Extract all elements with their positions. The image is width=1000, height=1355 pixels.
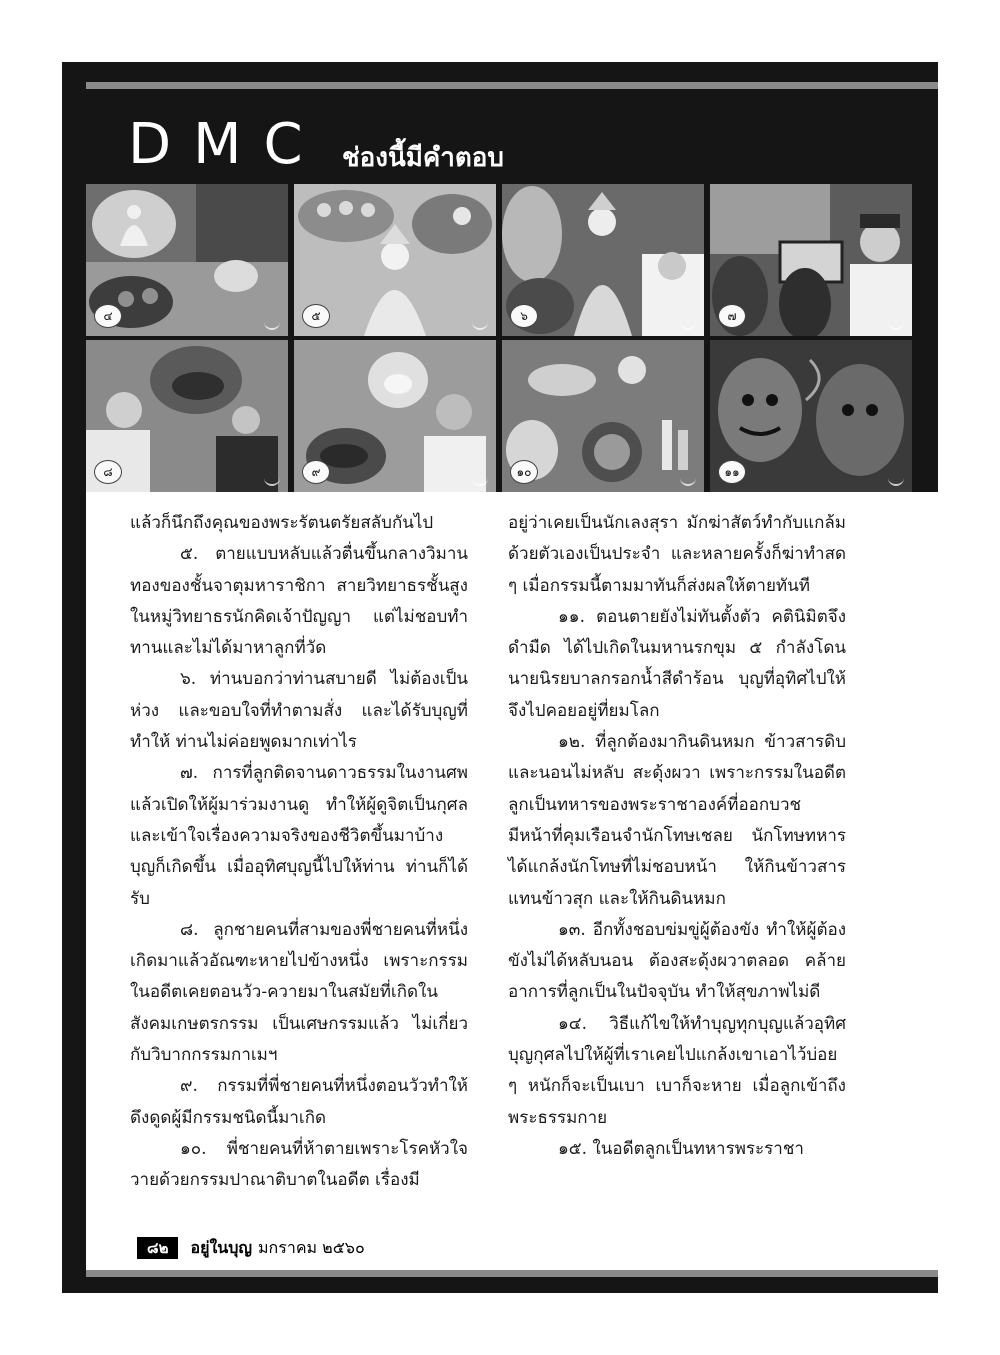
paragraph: ๖. ท่านบอกว่าท่านสบายดี ไม่ต้องเป็นห่วง และขอบใจที่ทำตามสั่ง และได้รับบุญที่ทำให้ ท่านไม่ค่อยพูดมากเท่าไร <box>130 669 468 753</box>
top-divider <box>86 82 938 89</box>
paragraph: ๕. ตายแบบหลับแล้วตื่นขึ้นกลางวิมานทองของชั้นจาตุมหาราชิกา สายวิทยาธรชั้นสูงในหมู่วิทยาธรนักคิดเจ้าปัญญา แต่ไม่ชอบทำทานและไม่ได้มาหาลูกที่วัด <box>130 544 468 659</box>
bottom-divider <box>86 1270 938 1277</box>
illustration-number: ๑๐ <box>510 460 538 484</box>
paragraph: ๑๓. อีกทั้งชอบข่มขู่ผู้ต้องขัง ทำให้ผู้ต้องขังไม่ได้หลับนอน ต้องสะดุ้งผวาตลอด คล้ายอาการที่ลูกเป็นในปัจจุบัน ทำให้สุขภาพไม่ดี <box>508 919 846 1003</box>
paragraph: อยู่ว่าเคยเป็นนักเลงสุรา มักฆ่าสัตว์ทำกับแกล้มด้วยตัวเองเป็นประจำ และหลายครั้งก็ฆ่าทำสด ๆ เมื่อกรรมนี้ตามมาทันก็ส่งผลให้ตายทันที <box>508 513 846 596</box>
illustration-number: ๑๑ <box>718 460 746 484</box>
illustration-8 <box>86 340 288 492</box>
paragraph: ๙. กรรมที่พี่ชายคนที่หนึ่งตอนวัวทำให้ดึงดูดผู้มีกรรมชนิดนี้มาเกิด <box>130 1076 468 1128</box>
paragraph: ๑๑. ตอนตายยังไม่ทันตั้งตัว คตินิมิตจึงดำมืด ได้ไปเกิดในมหานรกขุม ๕ กำลังโดนนายนิรยบาลกรอกน้ำสีดำร้อน บุญที่อุทิศไปให้จึงไปคอยอยู่ที่ยมโลก <box>508 606 846 721</box>
paragraph: แล้วก็นึกถึงคุณของพระรัตนตรัยสลับกันไป <box>130 513 434 533</box>
illustration-grid <box>86 184 914 492</box>
illustration-number: ๙ <box>302 460 330 484</box>
paragraph: ๑๔. วิธีแก้ไขให้ทำบุญทุกบุญแล้วอุทิศบุญกุศลไปให้ผู้ที่เราเคยไปแกล้งเขาเอาไว้บ่อย ๆ หนักก็จะเป็นเบา เบาก็จะหาย เมื่อลูกเข้าถึงพระธรรมกาย <box>508 1013 846 1128</box>
illustration-number: ๘ <box>94 460 122 484</box>
paragraph: ๗. การที่ลูกติดจานดาวธรรมในงานศพแล้วเปิดให้ผู้มาร่วมงานดู ทำให้ผู้ดูจิตเป็นกุศลและเข้าใจเรื่องความจริงของชีวิตขึ้นมาบ้าง บุญก็เกิดขึ้น เมื่ออุทิศบุญนี้ไปให้ท่าน ท่านก็ได้รับ <box>130 763 468 909</box>
illustration-5 <box>294 184 496 336</box>
illustration-4 <box>86 184 288 336</box>
paragraph: ๘. ลูกชายคนที่สามของพี่ชายคนที่หนึ่งเกิดมาแล้วอัณฑะหายไปข้างหนึ่ง เพราะกรรมในอดีตเคยตอนวัว-ควายมาในสมัยที่เกิดในสังคมเกษตรกรรม เป็นเศษกรรมแล้ว ไม่เกี่ยวกับวิบากกรรมกาเมฯ <box>130 919 468 1066</box>
illustration-6 <box>502 184 704 336</box>
illustration-9 <box>294 340 496 492</box>
illustration-number: ๕ <box>302 304 330 328</box>
paragraph: ๑๕. ในอดีตลูกเป็นทหารพระราชา <box>558 1138 804 1159</box>
paragraph: ๑๒. ที่ลูกต้องมากินดินหมก ข้าวสารดิบ และนอนไม่หลับ สะดุ้งผวา เพราะกรรมในอดีตลูกเป็นทหารของพระราชาองค์ที่ออกบวช มีหน้าที่คุมเรือนจำนักโทษเชลย นักโทษทหารได้แกล้งนักโทษที่ไม่ชอบหน้า ให้กินข้าวสารแทนข้าวสุก และให้กินดินหมก <box>508 732 846 909</box>
article-column-left <box>130 508 468 1197</box>
article-column-right <box>508 508 846 1165</box>
issue-date: มกราคม ๒๕๖๐ <box>258 1237 365 1257</box>
illustration-7 <box>710 184 912 336</box>
illustration-10 <box>502 340 704 492</box>
magazine-name: อยู่ในบุญ <box>190 1237 252 1257</box>
illustration-11 <box>710 340 912 492</box>
page-title: DMC <box>128 112 325 177</box>
section-subtitle: ช่องนี้มีคำตอบ <box>342 143 504 173</box>
illustration-number: ๖ <box>510 304 538 328</box>
illustration-number: ๗ <box>718 304 746 328</box>
page-footer <box>137 1236 365 1260</box>
page-number: ๘๒ <box>137 1237 178 1259</box>
illustration-number: ๔ <box>94 304 122 328</box>
paragraph: ๑๐. พี่ชายคนที่ห้าตายเพราะโรคหัวใจวายด้วยกรรมปาณาติบาตในอดีต เรื่องมี <box>130 1138 468 1191</box>
